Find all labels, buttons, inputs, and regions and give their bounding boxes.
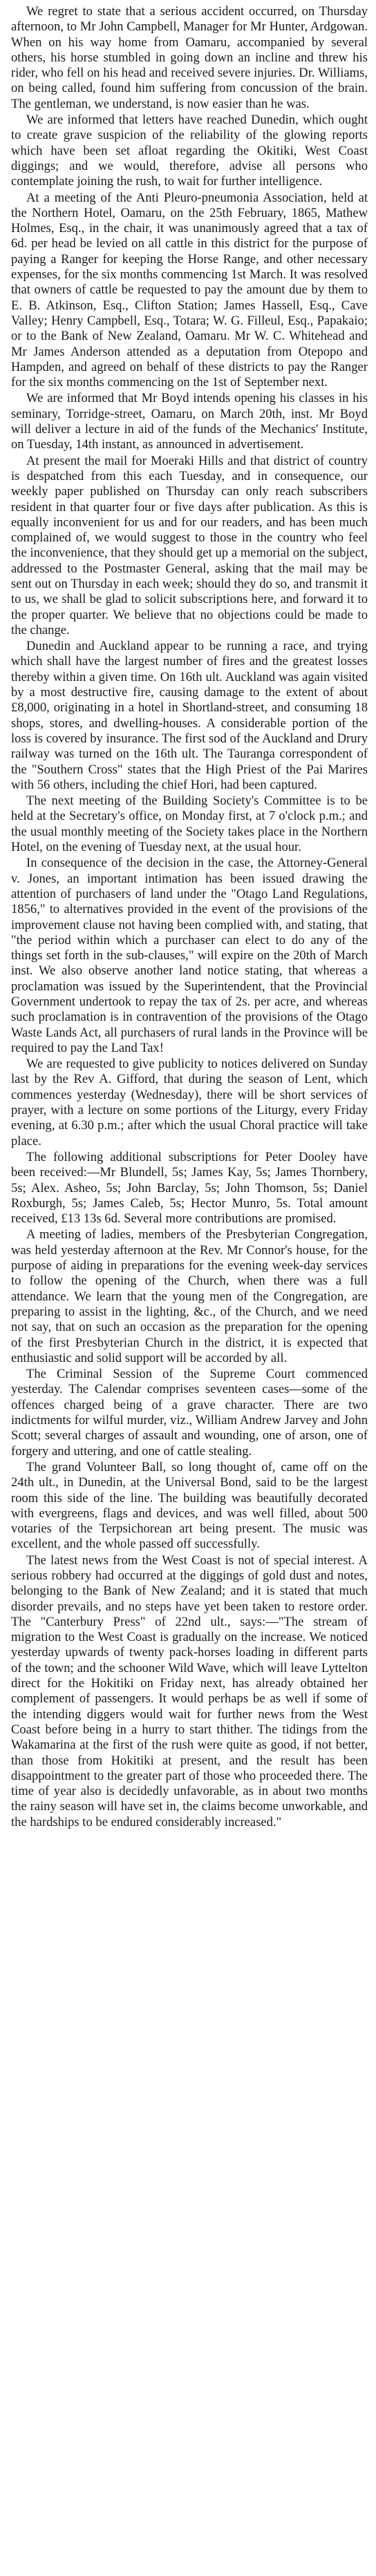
news-paragraph-building-society: The next meeting of the Building Society's Committee is to be held at the Secretary's office, on Monday first, at 7 o'clock p.m.; and the usual monthly meeting of the Society takes place in the Northern Hotel, on the evening of Tuesday next, at the usual hour. bbox=[11, 794, 368, 855]
news-paragraph-land-notice: In consequence of the decision in the case, the Attorney-General v. Jones, an important intimation has been issued drawing the attention of purchasers of land under the "Otago Land Regulations, 1856," to alternatives provided in the event of the provisions of the improvement clause not having been complied with, and stating, that "the period within which a purchaser can elect to do any of the things set forth in the sub-clauses," will expire on the 20th of March inst. We also observe another land notice stating, that whereas a proclamation was issued by the Superintendent, that the Provincial Government undertook to repay the tax of 2s. per acre, and whereas such proclamation is in contravention of the provisions of the Otago Waste Lands Act, all purchasers of rural lands in the Province will be required to pay the Land Tax! bbox=[11, 856, 368, 1055]
news-paragraph-fires: Dunedin and Auckland appear to be running a race, and trying which shall have the largest number of fires and the greatest losses thereby within a given time. On 16th ult. Auckland was again visited by a most destructive fire, causing damage to the extent of about £8,000, originating in a hotel in Shortland-street, and consuming 18 shops, stores, and dwelling-houses. A considerable portion of the loss is covered by insurance. The first sod of the Auckland and Drury railway was turned on the 16th ult. The Tauranga correspondent of the "Southern Cross" states that the High Priest of the Pai Marires with 56 others, including the chief Hori, had been captured. bbox=[11, 639, 368, 792]
news-paragraph-presbyterian-ladies: A meeting of ladies, members of the Presbyterian Congregation, was held yesterday afternoon at the Rev. Mr Connor's house, for the purpose of aiding in preparations for the evening week-day services to follow the opening of the Church, when there was a full attendance. We learn that the young men of the Congregation, are preparing to assist in the lighting, &c., of the Church, and we need not say, that on such an occasion as the preparation for the opening of the first Presbyterian Church in the district, it is expected that enthusiastic and solid support will be accorded by all. bbox=[11, 1227, 368, 1365]
news-paragraph-boyd-classes: We are informed that Mr Boyd intends opening his classes in his seminary, Torridge-street, Oamaru, on March 20th, inst. Mr Boyd will deliver a lecture in aid of the funds of the Mechanics' Institute, on Tuesday, 14th instant, as announced in advertisement. bbox=[11, 391, 368, 452]
news-paragraph-subscriptions: The following additional subscriptions for Peter Dooley have been received:—Mr Blundell, 5s; James Kay, 5s; James Thornbery, 5s; Alex. Asheo, 5s; John Barclay, 5s; John Thomson, 5s; Daniel Roxburgh, 5s; James Caleb, 5s; Hector Munro, 5s. Total amount received, £13 13s 6d. Several more contributions are promised. bbox=[11, 1149, 368, 1227]
news-paragraph-west-coast-news: The latest news from the West Coast is not of special interest. A serious robbery had occurred at the diggings of gold dust and notes, belonging to the Bank of New Zealand; and it is stated that much disorder prevails, and no steps have yet been taken to restore order. The "Canterbury Press" of 22nd ult., says:—"The stream of migration to the West Coast is gradually on the increase. We noticed yesterday upwards of twenty pack-horses loading in different parts of the town; and the schooner Wild Wave, which will leave Lyttelton direct for the Hokitiki on Friday next, has already obtained her complement of passengers. It would perhaps be as well if some of the intending diggers would wait for further news from the West Coast before being in a hurry to start thither. The tidings from the Wakamarina at the first of the rush were quite as good, if not better, than those from Hokitiki at present, and the result has been disappointment to the greater part of those who proceeded there. The time of year also is decidedly unfavorable, as in about two months the rainy season will have set in, the claims become unworkable, and the hardships to be endured considerably increased." bbox=[11, 1553, 368, 1829]
news-paragraph-volunteer-ball: The grand Volunteer Ball, so long thought of, came off on the 24th ult., in Dunedin, at the Universal Bond, said to be the largest room this side of the line. The building was beautifully decorated with evergreens, flags and devices, and was well filled, about 500 votaries of the Terpsichorean art being present. The music was excellent, and the whole passed off successfully. bbox=[11, 1459, 368, 1552]
news-paragraph-lent-services: We are requested to give publicity to notices delivered on Sunday last by the Rev A. Gifford, that during the season of Lent, which commences yesterday (Wednesday), there will be short services of prayer, with a lecture on some portions of the Liturgy, every Friday evening, at 6.30 p.m.; after which the usual Choral practice will take place. bbox=[11, 1057, 368, 1148]
news-paragraph-accident: We regret to state that a serious accident occurred, on Thursday afternoon, to Mr John Campbell, Manager for Mr Hunter, Ardgowan. When on his way home from Oamaru, accompanied by several others, his horse stumbled in going down an incline and threw his rider, who fell on his head and received severe injuries. Dr. Williams, on being called, found him suffering from concussion of the brain. The gentleman, we understand, is now easier than he was. bbox=[11, 4, 368, 111]
news-paragraph-pleuro-pneumonia: At a meeting of the Anti Pleuro-pneumonia Association, held at the Northern Hotel, Oamaru, on the 25th February, 1865, Mathew Holmes, Esq., in the chair, it was unanimously agreed that a tax of 6d. per head be levied on all cattle in this district for the purpose of paying a Ranger for keeping the Horse Range, and other necessary expenses, for the six months commencing 1st March. It was resolved that owners of cattle be requested to pay the amount due by them to E. B. Atkinson, Esq., Clifton Station; James Hassell, Esq., Cave Valley; Henry Campbell, Esq., Totara; W. G. Filleul, Esq., Papakaio; or to the Bank of New Zealand, Oamaru. Mr W. C. Whitehead and Mr James Anderson attended as a deputation from Otepopo and Hampden, and agreed on behalf of these districts to pay the Ranger for the six months commencing on the 1st of September next. bbox=[11, 190, 368, 390]
news-paragraph-supreme-court: The Criminal Session of the Supreme Court commenced yesterday. The Calendar comprises seventeen cases—some of the offences charged being of a grave character. There are two indictments for wilful murder, viz., William Andrew Jarvey and John Scott; several charges of assault and wounding, one of arson, one of forgery and uttering, and one of cattle stealing. bbox=[11, 1367, 368, 1459]
news-paragraph-west-coast-reports: We are informed that letters have reached Dunedin, which ought to create grave suspicion of the reliability of the glowing reports which have been set afloat regarding the Okitiki, West Coast diggings; and we would, therefore, advise all persons who contemplate joining the rush, to wait for further intelligence. bbox=[11, 113, 368, 189]
news-paragraph-moeraki-mail: At present the mail for Moeraki Hills and that district of country is despatched from this each Tuesday, and in consequence, our weekly paper published on Thursday can only reach subscribers resident in that quarter four or five days after publication. As this is equally inconvenient for us and for our readers, and has been much complained of, we would suggest to those in the country who feel the inconvenience, that they should get up a memorial on the subject, addressed to the Postmaster General, asking that the mail may be sent out on Thursday in each week; should they do so, and transmit it to us, we shall be glad to solicit subscriptions here, and forward it to the proper quarter. We believe that no objections could be made to the change. bbox=[11, 453, 368, 637]
